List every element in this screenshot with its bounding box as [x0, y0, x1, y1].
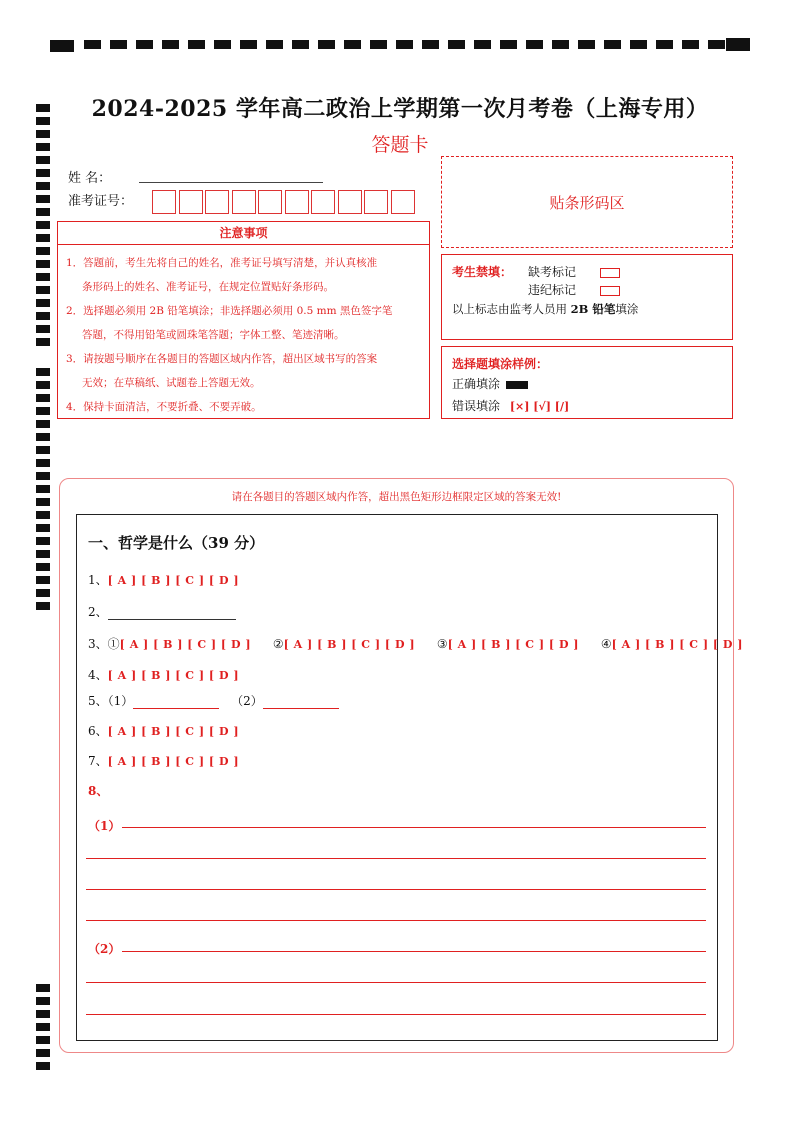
timing-mark	[36, 537, 50, 545]
notice-item: 4．保持卡面清洁，不要折叠、不要弄破。	[66, 401, 262, 413]
timing-mark	[36, 524, 50, 532]
answer-line[interactable]	[122, 827, 706, 828]
notice-list	[58, 245, 429, 419]
timing-mark	[36, 472, 50, 480]
question-1: 1、[ A ] [ B ] [ C ] [ D ]	[88, 573, 240, 587]
timing-mark	[604, 40, 621, 49]
timing-mark	[36, 589, 50, 597]
timing-mark	[396, 40, 413, 49]
id-digit-box[interactable]	[285, 190, 309, 214]
choice-options[interactable]: [ A ] [ B ] [ C ] [ D ]	[107, 725, 240, 738]
q8-part1-label: （1）	[88, 819, 121, 833]
fill-example-box	[441, 346, 733, 419]
question-5: 5、（1） （2）	[88, 692, 339, 709]
id-digit-box[interactable]	[311, 190, 335, 214]
timing-mark	[526, 40, 543, 49]
answer-line[interactable]	[86, 889, 706, 890]
violation-mark-row: 违纪标记	[528, 281, 620, 298]
fill-blank[interactable]	[108, 606, 236, 620]
timing-mark	[240, 40, 257, 49]
page-title: 2024-2025 学年高二政治上学期第一次月考卷（上海专用）	[91, 96, 709, 122]
timing-mark	[448, 40, 465, 49]
answer-line[interactable]	[86, 982, 706, 983]
answer-line[interactable]	[86, 1014, 706, 1015]
timing-mark	[474, 40, 491, 49]
id-digit-box[interactable]	[152, 190, 176, 214]
timing-mark	[36, 247, 50, 255]
question-3: 3、①[ A ] [ B ] [ C ] [ D ] ②[ A ] [ B ] [ C ] [ D ] ③[ A ] [ B ] [ C ] [ D ] ④[ A ] [ B ] [ C ] [ D ]	[88, 637, 743, 651]
absent-mark-box[interactable]	[600, 268, 620, 278]
timing-mark	[36, 273, 50, 281]
q8-part2-label: （2）	[88, 942, 121, 956]
question-4: 4、[ A ] [ B ] [ C ] [ D ]	[88, 668, 240, 682]
wrong-fill-row: 错误填涂 [×] [√] [/]	[452, 399, 570, 413]
timing-mark	[214, 40, 231, 49]
timing-mark	[36, 1036, 50, 1044]
timing-mark	[136, 40, 153, 49]
answer-line[interactable]	[86, 920, 706, 921]
name-field[interactable]	[139, 168, 323, 183]
barcode-area	[441, 156, 733, 248]
forbid-note: 以上标志由监考人员用 2B 铅笔填涂	[452, 302, 639, 316]
timing-mark	[36, 420, 50, 428]
choice-options[interactable]: [ A ] [ B ] [ C ] [ D ]	[611, 638, 743, 651]
id-digit-box[interactable]	[258, 190, 282, 214]
timing-mark	[422, 40, 439, 49]
timing-mark	[36, 221, 50, 229]
timing-mark	[36, 338, 50, 346]
question-8: 8、	[88, 784, 109, 798]
choice-options[interactable]: [ A ] [ B ] [ C ] [ D ]	[107, 669, 240, 682]
timing-mark	[36, 485, 50, 493]
timing-mark	[36, 394, 50, 402]
section-title: 一、哲学是什么（39 分）	[88, 534, 265, 552]
choice-options[interactable]: [ A ] [ B ] [ C ] [ D ]	[119, 638, 252, 651]
timing-mark	[266, 40, 283, 49]
timing-mark	[630, 40, 647, 49]
timing-mark	[36, 156, 50, 164]
answer-line[interactable]	[122, 951, 706, 952]
notice-item: 2．选择题必须用 2B 铅笔填涂；非选择题必须用 0.5 mm 黑色签字笔 答题，不得用铅笔或圆珠笔答题；字体工整、笔迹清晰。	[66, 305, 393, 341]
id-digit-box[interactable]	[232, 190, 256, 214]
timing-mark	[656, 40, 673, 49]
id-digit-box[interactable]	[179, 190, 203, 214]
timing-mark	[36, 208, 50, 216]
filled-sample	[506, 381, 528, 389]
timing-mark	[344, 40, 361, 49]
question-7: 7、[ A ] [ B ] [ C ] [ D ]	[88, 754, 240, 768]
timing-mark	[370, 40, 387, 49]
timing-mark	[36, 381, 50, 389]
example-title: 选择题填涂样例：	[452, 357, 549, 371]
timing-mark	[36, 325, 50, 333]
choice-options[interactable]: [ A ] [ B ] [ C ] [ D ]	[447, 638, 580, 651]
timing-mark	[292, 40, 309, 49]
notice-box	[57, 221, 430, 419]
timing-mark	[188, 40, 205, 49]
forbid-title: 考生禁填：	[452, 265, 513, 279]
page-subtitle: 答题卡	[371, 134, 429, 156]
timing-mark	[36, 446, 50, 454]
id-digit-box[interactable]	[391, 190, 415, 214]
timing-mark	[36, 576, 50, 584]
timing-mark	[36, 1010, 50, 1018]
notice-title: 注意事项	[58, 222, 429, 245]
id-label: 准考证号：	[68, 194, 134, 209]
question-6: 6、[ A ] [ B ] [ C ] [ D ]	[88, 724, 240, 738]
absent-mark-row: 缺考标记	[528, 263, 620, 280]
timing-mark	[50, 40, 74, 52]
timing-mark	[682, 40, 699, 49]
timing-mark	[36, 182, 50, 190]
answer-box	[76, 514, 718, 1041]
timing-mark	[36, 498, 50, 506]
question-2: 2、	[88, 603, 236, 620]
violation-mark-box[interactable]	[600, 286, 620, 296]
timing-mark	[578, 40, 595, 49]
timing-mark	[318, 40, 335, 49]
timing-mark	[500, 40, 517, 49]
timing-mark	[36, 602, 50, 610]
barcode-label: 贴条形码区	[549, 193, 625, 212]
timing-mark	[708, 40, 725, 49]
timing-mark	[36, 459, 50, 467]
timing-mark	[36, 1049, 50, 1057]
name-label: 姓 名：	[68, 171, 112, 186]
timing-mark	[36, 550, 50, 558]
examinee-forbidden-box	[441, 254, 733, 340]
timing-mark	[36, 234, 50, 242]
timing-mark	[36, 1062, 50, 1070]
timing-mark	[36, 563, 50, 571]
timing-mark	[36, 260, 50, 268]
timing-mark	[726, 38, 750, 51]
timing-mark	[552, 40, 569, 49]
timing-mark	[36, 368, 50, 376]
fill-blank[interactable]	[263, 695, 339, 709]
timing-mark	[36, 433, 50, 441]
answer-warning: 请在各题目的答题区域内作答，超出黑色矩形边框限定区域的答案无效!	[231, 491, 562, 503]
id-digit-box[interactable]	[338, 190, 362, 214]
choice-options[interactable]: [ A ] [ B ] [ C ] [ D ]	[107, 574, 240, 587]
answer-line[interactable]	[86, 858, 706, 859]
notice-item: 3．请按题号顺序在各题目的答题区域内作答，超出区域书写的答案 无效；在草稿纸、试题卷上答题无效。	[66, 353, 378, 389]
fill-blank[interactable]	[133, 695, 219, 709]
id-digit-box[interactable]	[205, 190, 229, 214]
id-digit-box[interactable]	[364, 190, 388, 214]
notice-item: 1．答题前，考生先将自己的姓名，准考证号填写清楚，并认真核准 条形码上的姓名、准考证号，在规定位置贴好条形码。	[66, 257, 378, 293]
id-boxes[interactable]	[152, 190, 417, 214]
timing-mark	[36, 299, 50, 307]
timing-mark	[36, 312, 50, 320]
timing-mark	[36, 984, 50, 992]
timing-mark	[36, 195, 50, 203]
timing-mark	[36, 997, 50, 1005]
timing-mark	[84, 40, 101, 49]
timing-mark	[36, 169, 50, 177]
timing-mark	[36, 286, 50, 294]
choice-options[interactable]: [ A ] [ B ] [ C ] [ D ]	[107, 755, 240, 768]
timing-mark	[36, 511, 50, 519]
timing-mark	[110, 40, 127, 49]
timing-mark	[36, 407, 50, 415]
timing-mark	[162, 40, 179, 49]
choice-options[interactable]: [ A ] [ B ] [ C ] [ D ]	[283, 638, 416, 651]
timing-mark	[36, 1023, 50, 1031]
correct-fill-row: 正确填涂	[452, 375, 528, 392]
